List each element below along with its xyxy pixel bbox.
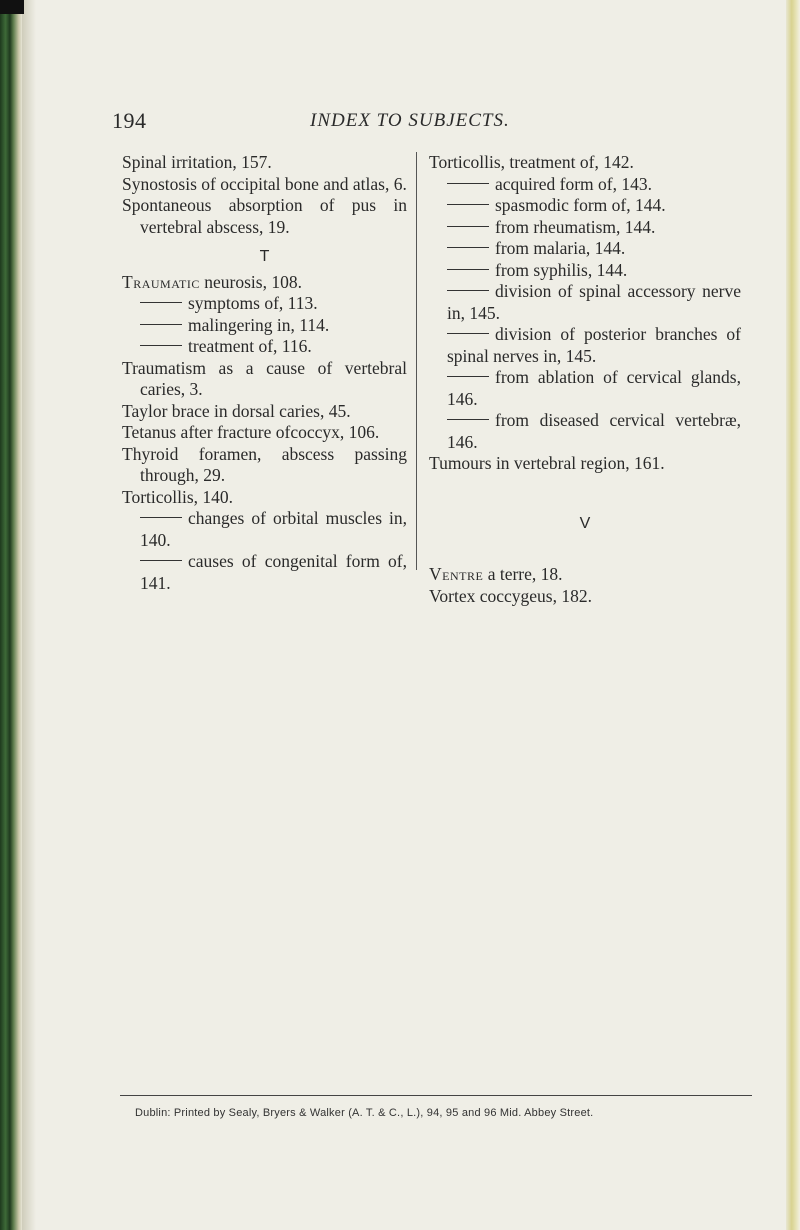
column-divider: [416, 152, 417, 570]
section-letter-t: T: [259, 248, 270, 265]
index-subentry: [122, 293, 407, 315]
index-entry: Spontaneous absorption of pus in vertebral abscess, 19.: [122, 195, 407, 237]
footer-rule: [120, 1095, 752, 1096]
subentry-text: division of spinal accessory nerve in, 145.: [447, 281, 741, 323]
subentry-text: causes of congenital form of, 141.: [140, 551, 407, 593]
index-subentry: [429, 195, 741, 217]
subentry-text: from ablation of cervical glands, 146.: [447, 367, 741, 409]
index-entry: Torticollis, 140.: [122, 486, 234, 507]
ditto-dash: [140, 345, 182, 346]
index-entry: [429, 564, 741, 586]
index-subentry: [122, 508, 407, 551]
ditto-dash: [447, 204, 489, 205]
index-entry: Thyroid foramen, abscess passing through, 29.: [122, 443, 407, 485]
ditto-dash: [447, 376, 489, 377]
index-subentry: [429, 324, 741, 367]
ditto-dash: [447, 269, 489, 270]
running-head: INDEX TO SUBJECTS.: [310, 110, 510, 131]
corner-mark: [0, 0, 24, 14]
ditto-dash: [140, 560, 182, 561]
ditto-dash: [447, 290, 489, 291]
subentry-text: from diseased cervical vertebræ, 146.: [447, 410, 741, 452]
subentry-text: from rheumatism, 144.: [495, 216, 656, 237]
index-entry: Torticollis, treatment of, 142.: [429, 152, 634, 172]
index-entry: Traumatism as a cause of vertebral caries, 3.: [122, 357, 407, 399]
subentry-text: malingering in, 114.: [188, 314, 330, 335]
index-entry: Taylor brace in dorsal caries, 45.: [122, 400, 351, 421]
ditto-dash: [140, 302, 182, 303]
index-subentry: [429, 217, 741, 239]
ditto-dash: [447, 419, 489, 420]
index-entry: [122, 272, 407, 294]
ditto-dash: [447, 333, 489, 334]
index-column-left: [122, 152, 407, 594]
index-subentry: [429, 281, 741, 324]
ditto-dash: [140, 324, 182, 325]
entry-rest: neurosis, 108.: [199, 271, 302, 292]
index-entry: Tumours in vertebral region, 161.: [429, 453, 665, 473]
ditto-dash: [447, 183, 489, 184]
index-subentry: [429, 174, 741, 196]
binding-shadow: [22, 0, 36, 1230]
ditto-dash: [140, 517, 182, 518]
book-binding: [0, 0, 22, 1230]
ditto-dash: [447, 247, 489, 248]
subentry-text: from syphilis, 144.: [495, 259, 628, 280]
section-letter-v: V: [579, 514, 591, 532]
index-subentry: [122, 551, 407, 594]
printer-imprint: Dublin: Printed by Sealy, Bryers & Walker (A. T. & C., L.), 94, 95 and 96 Mid. Abbey Street.: [135, 1107, 594, 1119]
page-number: 194: [112, 108, 147, 133]
index-subentry: [429, 238, 741, 260]
ditto-dash: [447, 226, 489, 227]
subentry-text: spasmodic form of, 144.: [495, 195, 666, 215]
index-subentry: [122, 315, 407, 337]
index-entry: Spinal irritation, 157.: [122, 152, 272, 172]
subentry-text: treatment of, 116.: [188, 336, 312, 356]
subentry-text: changes of orbital muscles in, 140.: [140, 508, 407, 550]
entry-rest: a terre, 18.: [483, 564, 563, 584]
entry-head: Traumatic: [122, 271, 200, 292]
index-column-right: [429, 152, 741, 607]
index-entry: Vortex coccygeus, 182.: [429, 585, 592, 606]
index-subentry: [429, 260, 741, 282]
subentry-text: division of posterior branches of spinal nerves in, 145.: [447, 324, 741, 366]
page-edge: [786, 0, 800, 1230]
index-entry: Tetanus after fracture ofcoccyx, 106.: [122, 422, 380, 442]
index-subentry: [429, 410, 741, 453]
index-subentry: [429, 367, 741, 410]
entry-head: Ventre: [429, 564, 484, 584]
index-subentry: [122, 336, 407, 358]
subentry-text: symptoms of, 113.: [188, 293, 318, 313]
subentry-text: from malaria, 144.: [495, 238, 626, 258]
subentry-text: acquired form of, 143.: [495, 173, 652, 194]
index-entry: Synostosis of occipital bone and atlas, 6.: [122, 173, 407, 194]
